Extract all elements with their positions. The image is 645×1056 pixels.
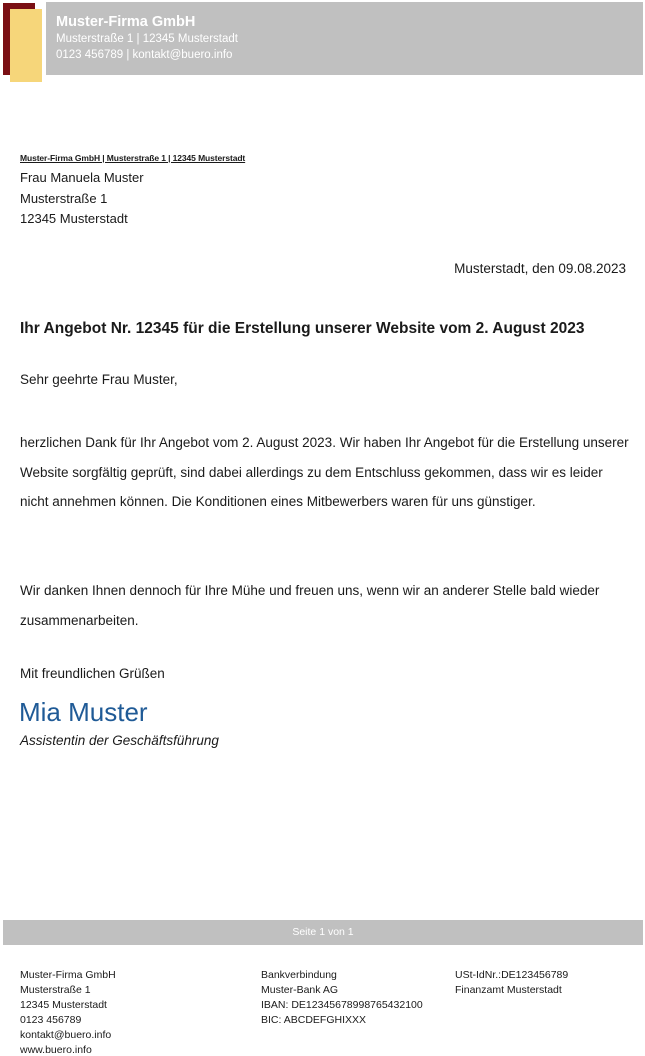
letterhead-contact: 0123 456789 | kontakt@buero.info xyxy=(56,49,233,61)
page-number-band: Seite 1 von 1 xyxy=(3,920,643,945)
footer-company-website: www.buero.info xyxy=(20,1044,92,1056)
footer-tax-column xyxy=(455,968,568,998)
body-paragraph-2: Wir danken Ihnen dennoch für Ihre Mühe und freuen uns, wenn wir an anderer Stelle bald wieder zusammenarbeiten. xyxy=(20,583,600,628)
body-paragraph-1: herzlichen Dank für Ihr Angebot vom 2. August 2023. Wir haben Ihr Angebot für die Erstellung unserer Website sorgfältig geprüft, sind dabei allerdings zu dem Entschluss gekommen, dass wir es leider nicht annehmen können. Die Konditionen eines Mitbewerbers waren für uns günstiger. xyxy=(20,435,629,509)
letterhead xyxy=(46,2,643,75)
footer-company-name: Muster-Firma GmbH xyxy=(20,969,116,981)
footer-company-street: Musterstraße 1 xyxy=(20,984,91,996)
footer-bank-heading: Bankverbindung xyxy=(261,969,337,981)
letterhead-company: Muster-Firma GmbH xyxy=(56,14,196,30)
footer-company-email: kontakt@buero.info xyxy=(20,1029,112,1041)
recipient-address xyxy=(20,168,144,230)
footer-bank-bic: BIC: ABCDEFGHIXXX xyxy=(261,1014,367,1026)
recipient-city: 12345 Musterstadt xyxy=(20,211,128,226)
footer-company-column xyxy=(20,968,116,1056)
letterhead-address: Musterstraße 1 | 12345 Musterstadt xyxy=(56,33,238,45)
footer-bank-iban: IBAN: DE12345678998765432100 xyxy=(261,999,423,1011)
recipient-street: Musterstraße 1 xyxy=(20,190,108,206)
header-decoration-yellow xyxy=(10,9,42,82)
recipient-name: Frau Manuela Muster xyxy=(20,170,144,185)
letter-date: Musterstadt, den 09.08.2023 xyxy=(454,261,626,276)
letter-salutation: Sehr geehrte Frau Muster, xyxy=(20,372,178,387)
footer-company-city: 12345 Musterstadt xyxy=(20,999,107,1011)
footer-tax-office: Finanzamt Musterstadt xyxy=(455,984,562,996)
signature-title: Assistentin der Geschäftsführung xyxy=(20,733,219,748)
footer-bank-name: Muster-Bank AG xyxy=(261,984,339,996)
letter-closing: Mit freundlichen Grüßen xyxy=(20,666,165,681)
letter-subject: Ihr Angebot Nr. 12345 für die Erstellung unserer Website vom 2. August 2023 xyxy=(20,320,585,337)
signature-name: Mia Muster xyxy=(19,697,148,727)
footer-vat-id: USt-IdNr.:DE123456789 xyxy=(455,969,569,981)
footer-company-phone: 0123 456789 xyxy=(20,1014,82,1026)
sender-return-line: Muster-Firma GmbH | Musterstraße 1 | 12345 Musterstadt xyxy=(20,153,246,163)
footer-bank-column xyxy=(261,968,423,1028)
